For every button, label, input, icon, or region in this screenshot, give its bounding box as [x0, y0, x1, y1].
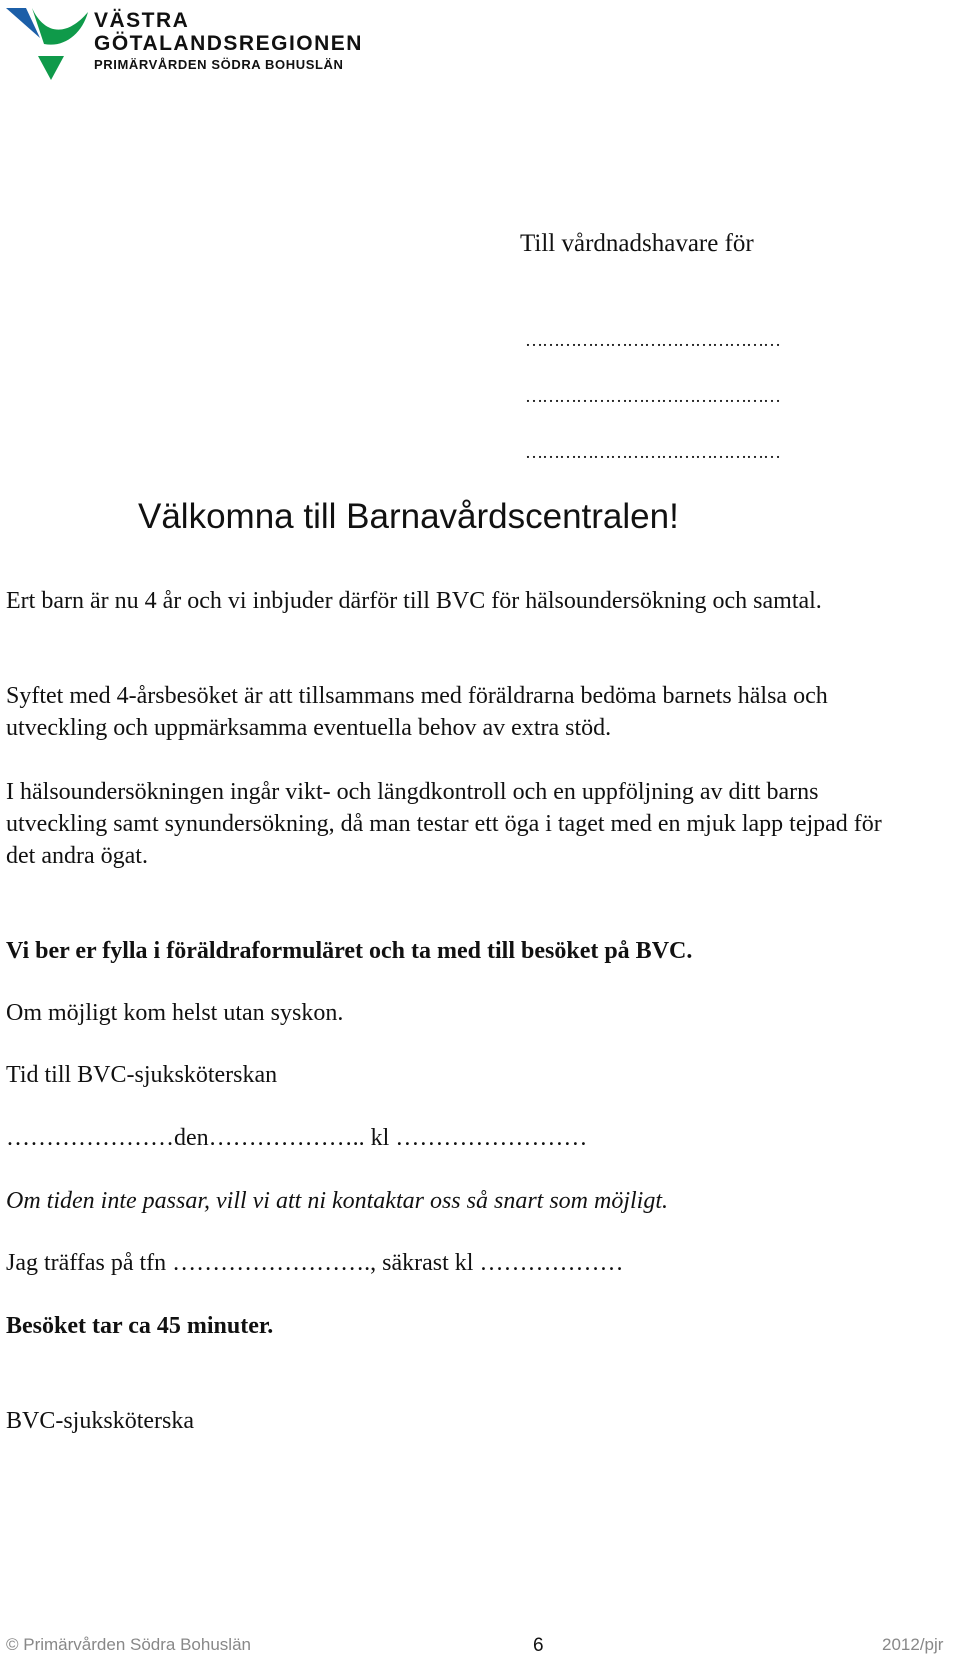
recipient-line-1: ……………………………………… [525, 330, 780, 350]
logo-line-2: GÖTALANDSREGIONEN [94, 32, 363, 55]
paragraph-reschedule: Om tiden inte passar, vill vi att ni kontaktar oss så snart som möjligt. [6, 1188, 669, 1214]
signature-label: BVC-sjuksköterska [6, 1408, 194, 1434]
logo-line-3: PRIMÄRVÅRDEN SÖDRA BOHUSLÄN [94, 57, 344, 72]
paragraph-examination: I hälsoundersökningen ingår vikt- och längdkontroll och en uppföljning av ditt barns utveckling samt synundersökning, då man testar ett öga i taget med en mjuk lapp tejpad för det andra ögat. [6, 779, 882, 869]
recipient-line-3: ……………………………………… [525, 442, 780, 462]
paragraph-form-request: Vi ber er fylla i föräldraformuläret och ta med till besöket på BVC. [6, 938, 693, 964]
paragraph-purpose: Syftet med 4-årsbesöket är att tillsammans med föräldrarna bedöma barnets hälsa och utveckling och uppmärksamma eventuella behov av extra stöd. [6, 683, 828, 741]
page-footer [0, 1635, 960, 1662]
region-logo-icon [4, 4, 94, 84]
paragraph-phone: Jag träffas på tfn ……………………., säkrast kl ……………… [6, 1250, 624, 1276]
paragraph-duration: Besöket tar ca 45 minuter. [6, 1313, 274, 1339]
footer-version: 2012/pjr [882, 1635, 944, 1654]
recipient-line-2: ……………………………………… [525, 386, 780, 406]
recipient-label: Till vårdnadshavare för [520, 230, 754, 257]
region-logo [4, 4, 364, 84]
logo-line-1: VÄSTRA [94, 9, 190, 32]
page-title: Välkomna till Barnavårdscentralen! [138, 497, 679, 536]
footer-copyright: © Primärvården Södra Bohuslän [6, 1635, 251, 1654]
paragraph-appointment-label: Tid till BVC-sjuksköterskan [6, 1062, 278, 1088]
paragraph-siblings: Om möjligt kom helst utan syskon. [6, 1000, 344, 1026]
paragraph-intro: Ert barn är nu 4 år och vi inbjuder därför till BVC för hälsoundersökning och samtal. [6, 588, 822, 614]
footer-page-number: 6 [533, 1635, 544, 1656]
logo-text [94, 10, 363, 74]
paragraph-appointment-fill: …………………den……………….. kl …………………… [6, 1125, 588, 1151]
